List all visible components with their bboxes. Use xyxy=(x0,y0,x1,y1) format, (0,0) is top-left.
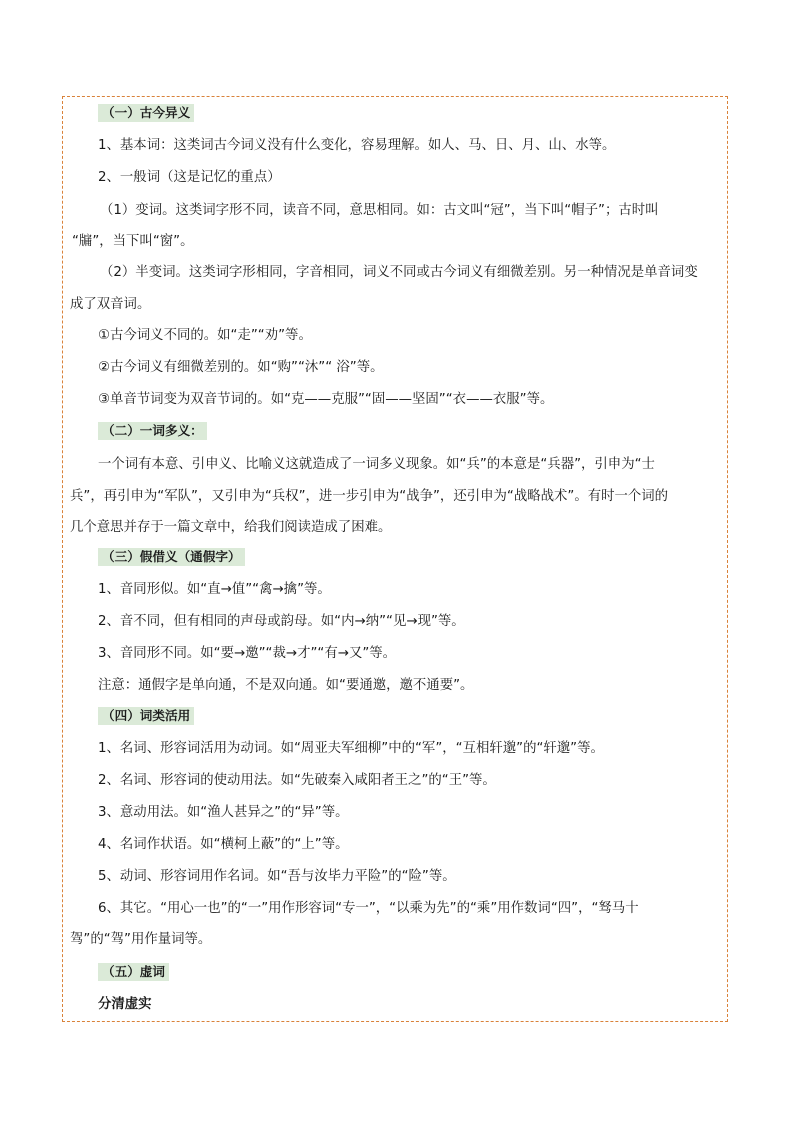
paragraph: 5、动词、形容词用作名词。如“吾与汝毕力平险”的“险”等。 xyxy=(98,869,456,884)
paragraph: 几个意思并存于一篇文章中，给我们阅读造成了困难。 xyxy=(70,520,392,535)
paragraph: 1、基本词：这类词古今词义没有什么变化，容易理解。如人、马、日、月、山、水等。 xyxy=(98,138,616,153)
paragraph: ①古今词义不同的。如“走”“劝”等。 xyxy=(98,328,312,343)
paragraph: （1）变词。这类词字形不同，读音不同，意思相同。如：古文叫“冠”，当下叫“帽子”；古时叫 xyxy=(100,203,659,218)
paragraph: 1、名词、形容词活用为动词。如“周亚夫军细柳”中的“军”，“互相轩邈”的“轩邈”等。 xyxy=(98,741,604,756)
paragraph: ②古今词义有细微差别的。如“购”“沐”“ 浴”等。 xyxy=(98,360,384,375)
paragraph: （2）半变词。这类词字形相同，字音相同，词义不同或古今词义有细微差别。另一种情况是单音词变 xyxy=(100,265,698,280)
subheading: 分清虚实 xyxy=(98,997,152,1012)
paragraph: 2、音不同，但有相同的声母或韵母。如“内→纳”“见→现”等。 xyxy=(98,614,465,629)
paragraph: 6、其它。“用心一也”的“一”用作形容词“专一”，“以乘为先”的“乘”用作数词“四”，“驽马十 xyxy=(98,901,639,916)
section-heading-3: （三）假借义（通假字） xyxy=(98,548,245,566)
paragraph: 2、名词、形容词的使动用法。如“先破秦入咸阳者王之”的“王”等。 xyxy=(98,773,496,788)
paragraph: 一个词有本意、引申义、比喻义这就造成了一词多义现象。如“兵”的本意是“兵器”，引申为“士 xyxy=(98,457,655,472)
paragraph: 兵”，再引申为“军队”，又引申为“兵权”，进一步引申为“战争”，还引申为“战略战术”。有时一个词的 xyxy=(70,489,669,504)
paragraph: 2、一般词（这是记忆的重点） xyxy=(98,170,281,185)
paragraph: 1、音同形似。如“直→值”“禽→擒”等。 xyxy=(98,582,331,597)
paragraph: “牖”，当下叫“窗”。 xyxy=(72,234,194,249)
paragraph: 驾”的“驾”用作量词等。 xyxy=(70,932,212,947)
paragraph: 注意：通假字是单向通，不是双向通。如“要通邀，邀不通要”。 xyxy=(98,678,474,693)
section-heading-2: （二）一词多义： xyxy=(98,422,207,440)
paragraph: ③单音节词变为双音节词的。如“克——克服”“固——坚固”“衣——衣服”等。 xyxy=(98,392,554,407)
paragraph: 成了双音词。 xyxy=(70,297,151,312)
section-heading-4: （四）词类活用 xyxy=(98,707,194,725)
section-heading-1: （一）古今异义 xyxy=(98,104,194,122)
paragraph: 4、名词作状语。如“横柯上蔽”的“上”等。 xyxy=(98,837,349,852)
paragraph: 3、音同形不同。如“要→邀”“裁→才”“有→又”等。 xyxy=(98,646,397,661)
section-heading-5: （五）虚词 xyxy=(98,963,169,981)
paragraph: 3、意动用法。如“渔人甚异之”的“异”等。 xyxy=(98,805,349,820)
